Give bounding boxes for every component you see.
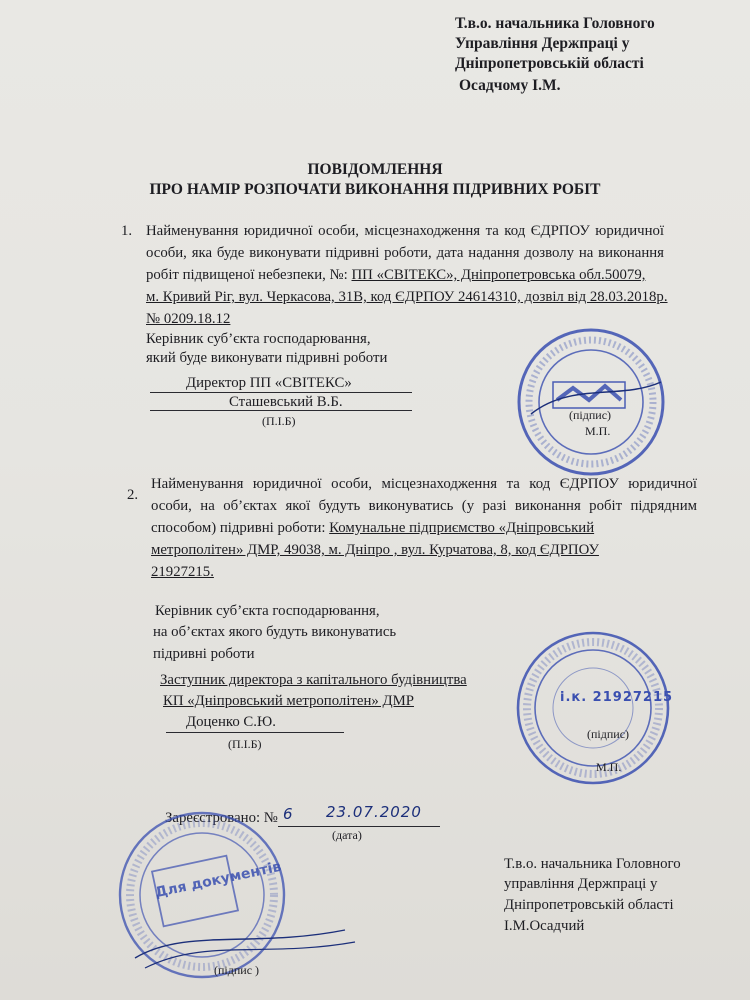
item2-position-line-2: КП «Дніпровський метрополітен» ДМР [163, 693, 414, 709]
item1-signature-label: (підпис) [569, 408, 612, 422]
item1-head-line-2: який буде виконувати підривні роботи [146, 350, 388, 366]
registration-date: 23.07.2020 [326, 803, 422, 821]
item1-line-1: Найменування юридичної особи, місцезнаходження та код ЄДРПОУ юридичної [146, 223, 664, 239]
registration-number: 6 [283, 805, 294, 823]
item2-signature-label: (підпис) [587, 727, 630, 741]
item2-number: 2. [127, 487, 139, 503]
item1-line-4: м. Кривий Ріг, вул. Черкасова, 31В, код ЄДРПОУ 24614310, дозвіл від 28.03.2018р. [146, 289, 668, 305]
item2-head-line-1: Керівник суб’єкта господарювання, [155, 603, 380, 619]
item1-company: ПП «СВІТЕКС», Дніпропетровська обл.50079, [351, 267, 646, 283]
item1-line-3 [146, 267, 645, 284]
item2-line-3 [151, 520, 594, 537]
item2-line-5: 21927215. [151, 564, 214, 580]
doc-title: ПОВІДОМЛЕННЯ [307, 161, 443, 178]
item1-number: 1. [121, 223, 133, 239]
department-seal-text: Для документів [153, 858, 283, 902]
footer-line-2: управління Держпраці у [504, 876, 658, 892]
footer-line-4: І.М.Осадчий [504, 918, 585, 934]
item1-line-5: № 0209.18.12 [146, 311, 231, 327]
item1-line-2: особи, яка буде виконувати підривні роботи, дата надання дозволу на виконання [146, 245, 664, 261]
department-seal-icon [115, 808, 290, 983]
item2-line-3-plain: способом) підривні роботи: [151, 520, 330, 536]
footer-line-3: Дніпропетровській області [504, 897, 674, 913]
item1-line-3-plain: робіт підвищеної небезпеки, №: [146, 267, 352, 283]
metro-seal-icon [513, 628, 673, 788]
item1-pib-label: (П.І.Б) [262, 414, 296, 428]
doc-subtitle: ПРО НАМІР РОЗПОЧАТИ ВИКОНАННЯ ПІДРИВНИХ РОБІТ [149, 181, 601, 198]
registration-line [278, 826, 440, 827]
svitex-seal-icon [511, 322, 671, 482]
footer-signature-label: (підпис ) [214, 963, 260, 977]
item2-name-line [166, 732, 344, 733]
item1-head-line-1: Керівник суб’єкта господарювання, [146, 331, 371, 347]
item2-head-line-3: підривні роботи [153, 646, 255, 662]
footer-line-1: Т.в.о. начальника Головного [504, 856, 681, 872]
registration-date-label: (дата) [332, 828, 362, 842]
item2-name: Доценко С.Ю. [186, 714, 276, 730]
item1-name-line [150, 410, 412, 411]
metro-seal-code: і.к. 21927215 [560, 690, 674, 705]
item2-head-line-2: на об’єктах якого будуть виконуватись [153, 624, 397, 640]
item1-position: Директор ПП «СВІТЕКС» [186, 375, 352, 391]
addressee-line-1: Т.в.о. начальника Головного [455, 15, 655, 32]
item2-line-4: метрополітен» ДМР, 49038, м. Дніпро , вул. Курчатова, 8, код ЄДРПОУ [151, 542, 599, 558]
addressee-line-3: Дніпропетровській області [455, 55, 644, 72]
item2-position-line-1: Заступник директора з капітального будівництва [160, 672, 467, 688]
addressee-line-2: Управління Держпраці у [455, 35, 630, 52]
item2-pib-label: (П.І.Б) [228, 737, 262, 751]
item2-company: Комунальне підприємство «Дніпровський [329, 520, 595, 536]
item1-mp-label: М.П. [585, 424, 611, 438]
item2-line-1: Найменування юридичної особи, місцезнаходження та код ЄДРПОУ юридичної [151, 476, 697, 492]
item1-name: Сташевський В.Б. [229, 394, 343, 410]
item2-line-2: особи, на об’єктах якої будуть виконуватись (у разі виконання робіт підрядним [151, 498, 697, 514]
item2-mp-label: М.П. [596, 760, 622, 774]
item1-position-line [150, 392, 412, 393]
addressee-line-4: Осадчому І.М. [459, 77, 561, 94]
registration-label: Зареєстровано: № [165, 810, 278, 826]
